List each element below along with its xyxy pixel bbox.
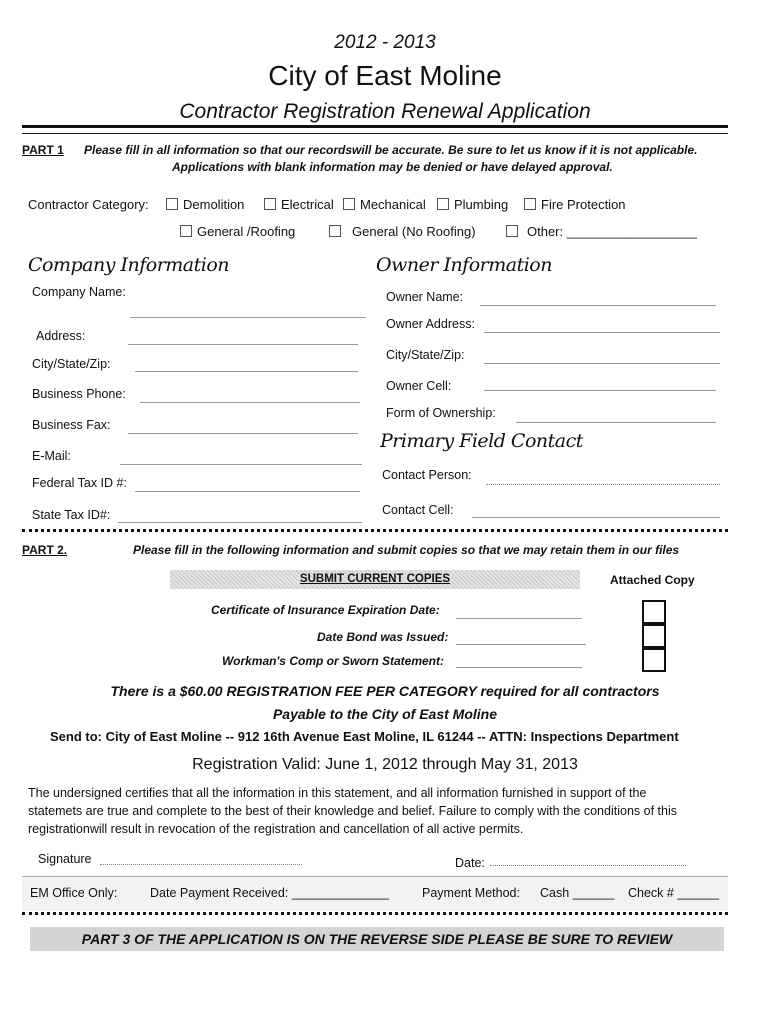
submit-copies-text: SUBMIT CURRENT COPIES [299,573,451,585]
category-general-roofing[interactable]: General /Roofing [180,224,295,239]
owner-address-label: Owner Address: [386,317,475,331]
federal-tax-label: Federal Tax ID #: [32,476,127,490]
part1-instruction-2: Applications with blank information may be denied or have delayed approval. [172,160,613,174]
part1-instruction-1: Please fill in all information so that our recordswill be accurate. Be sure to let us know if it is not applicable. [84,143,698,157]
checkbox-demolition[interactable] [166,198,178,210]
bond-label: Date Bond was Issued: [317,630,449,644]
form-subtitle: Contractor Registration Renewal Application [179,100,591,123]
owner-cell-label: Owner Cell: [386,379,452,393]
owner-address-field[interactable] [484,332,720,333]
footer-reverse-notice: PART 3 OF THE APPLICATION IS ON THE REVERSE SIDE PLEASE BE SURE TO REVIEW [81,931,673,947]
registration-validity: Registration Valid: June 1, 2012 through May 31, 2013 [192,756,578,773]
payment-received-field[interactable]: Date Payment Received: ______________ [150,886,390,900]
category-mechanical[interactable]: Mechanical [343,197,426,212]
checkbox-mechanical[interactable] [343,198,355,210]
form-year: 2012 - 2013 [334,32,436,53]
form-city-title: City of East Moline [268,60,502,91]
date-field[interactable] [490,865,686,866]
city-state-zip-label: City/State/Zip: [32,357,111,371]
workmans-label: Workman's Comp or Sworn Statement: [222,654,444,668]
header-rule-thin [22,133,728,134]
contact-cell-label: Contact Cell: [382,503,454,517]
owner-info-heading: Owner Information [376,254,552,276]
category-general-no-roofing[interactable]: General (No Roofing) [329,224,476,239]
company-name-field[interactable] [130,317,366,318]
certification-line-3: registrationwill result in revocation of the registration and cancellation of all active permits. [28,822,524,836]
bond-copy-checkbox[interactable] [642,624,666,648]
checkbox-plumbing[interactable] [437,198,449,210]
business-fax-field[interactable] [128,433,358,434]
certification-line-1: The undersigned certifies that all the information in this statement, and all information furnished in support of the [28,786,647,800]
section-separator-2 [22,912,728,915]
header-rule-thick [22,125,728,128]
payment-method-label: Payment Method: [422,886,520,900]
owner-city-label: City/State/Zip: [386,348,465,362]
attached-copy-label: Attached Copy [610,573,695,587]
date-label: Date: [455,856,485,870]
category-plumbing[interactable]: Plumbing [437,197,508,212]
ownership-form-field[interactable] [516,422,716,423]
owner-name-field[interactable] [480,305,716,306]
business-fax-label: Business Fax: [32,418,111,432]
section-separator-1 [22,529,728,532]
part2-label: PART 2. [22,543,68,557]
signature-field[interactable] [100,864,302,865]
email-label: E-Mail: [32,449,71,463]
part2-instruction: Please fill in the following information and submit copies so that we may retain them in our files [133,543,680,557]
insurance-copy-checkbox[interactable] [642,600,666,624]
contractor-category-label: Contractor Category: [28,197,149,212]
cash-field[interactable]: Cash ______ [540,886,615,900]
bond-field[interactable] [456,644,586,645]
payable-to: Payable to the City of East Moline [272,706,498,722]
contact-person-field[interactable] [486,484,720,485]
business-phone-label: Business Phone: [32,387,126,401]
insurance-field[interactable] [456,618,582,619]
category-other[interactable]: Other: __________________ [506,224,697,239]
primary-contact-heading: Primary Field Contact [380,430,583,452]
owner-name-label: Owner Name: [386,290,464,304]
office-only-label: EM Office Only: [30,886,118,900]
workmans-copy-checkbox[interactable] [642,648,666,672]
signature-label: Signature [38,852,92,866]
contact-cell-field[interactable] [472,517,720,518]
city-state-zip-field[interactable] [135,371,358,372]
category-demolition[interactable]: Demolition [166,197,244,212]
company-name-label: Company Name: [32,285,126,299]
check-field[interactable]: Check # ______ [628,886,720,900]
email-field[interactable] [120,464,362,465]
insurance-label: Certificate of Insurance Expiration Date: [211,603,440,617]
category-electrical[interactable]: Electrical [264,197,334,212]
address-field[interactable] [128,344,358,345]
owner-city-field[interactable] [484,363,720,364]
checkbox-general-no-roofing[interactable] [329,225,341,237]
state-tax-label: State Tax ID#: [32,508,111,522]
checkbox-general-roofing[interactable] [180,225,192,237]
owner-cell-field[interactable] [484,390,716,391]
category-fire-protection[interactable]: Fire Protection [524,197,626,212]
fee-notice: There is a $60.00 REGISTRATION FEE PER CATEGORY required for all contractors [110,683,660,699]
workmans-field[interactable] [456,667,582,668]
checkbox-other[interactable] [506,225,518,237]
checkbox-fire-protection[interactable] [524,198,536,210]
company-info-heading: Company Information [28,254,230,276]
federal-tax-field[interactable] [135,491,360,492]
part1-label: PART 1 [22,143,64,157]
contact-person-label: Contact Person: [382,468,472,482]
state-tax-field[interactable] [118,522,362,523]
send-to-address: Send to: City of East Moline -- 912 16th Avenue East Moline, IL 61244 -- ATTN: Inspections Department [50,729,679,744]
checkbox-electrical[interactable] [264,198,276,210]
certification-line-2: statemets are true and complete to the best of their knowledge and belief. Failure to comply with the conditions of this [28,804,677,818]
address-label: Address: [36,329,86,343]
business-phone-field[interactable] [140,402,360,403]
ownership-form-label: Form of Ownership: [386,406,496,420]
